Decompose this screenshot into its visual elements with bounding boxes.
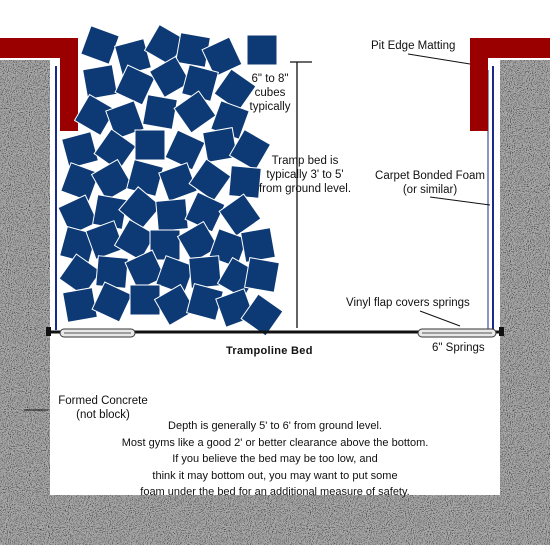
foam-cube	[143, 95, 178, 130]
depth-note-line-1: Depth is generally 5' to 6' from ground level.	[168, 420, 382, 432]
foam-cube	[241, 228, 276, 263]
foam-cube	[135, 130, 165, 160]
springs-right	[418, 329, 496, 337]
foam-cube	[83, 65, 118, 100]
springs-label: 6" Springs	[432, 342, 485, 354]
tramp-bed-height-line-1: Tramp bed is	[271, 155, 339, 167]
cubes-label-line-1: 6" to 8"	[251, 73, 289, 85]
trampoline-bed-label: Trampoline Bed	[226, 345, 313, 357]
cubes-label-line-2: cubes	[254, 87, 286, 99]
formed-concrete-line-1: Formed Concrete	[58, 395, 148, 407]
carpet-foam-label	[370, 169, 490, 197]
vinyl-flap-label: Vinyl flap covers springs	[346, 297, 470, 309]
cubes-label-line-3: typically	[249, 101, 291, 113]
foam-cube	[81, 26, 119, 64]
pit-edge-matting-label: Pit Edge Matting	[371, 40, 456, 52]
tramp-bed-height-label	[255, 154, 355, 196]
depth-note-line-5: foam under the bed for an additional measure of safety.	[140, 486, 410, 498]
foam-cube	[156, 199, 189, 232]
formed-concrete-line-2: (not block)	[76, 409, 130, 421]
foam-cube	[189, 256, 222, 289]
springs-left	[60, 329, 135, 337]
foam-cube	[63, 288, 98, 323]
depth-note-line-3: If you believe the bed may be too low, and	[172, 453, 378, 465]
carpet-foam-line-2: (or similar)	[402, 184, 458, 196]
tramp-bed-height-line-2: typically 3' to 5'	[266, 169, 344, 181]
depth-note-line-4: think it may bottom out, you may want to put some	[152, 469, 398, 482]
tramp-bed-height-line-3: from ground level.	[258, 183, 352, 195]
depth-note-line-2: Most gyms like a good 2' or better clearance above the bottom.	[121, 436, 429, 449]
carpet-foam-line-1: Carpet Bonded Foam	[375, 170, 485, 182]
foam-cube	[245, 258, 280, 293]
depth-note	[50, 418, 500, 501]
foam-cube	[96, 256, 129, 289]
foam-cube	[247, 35, 277, 65]
cubes-label	[242, 72, 298, 114]
